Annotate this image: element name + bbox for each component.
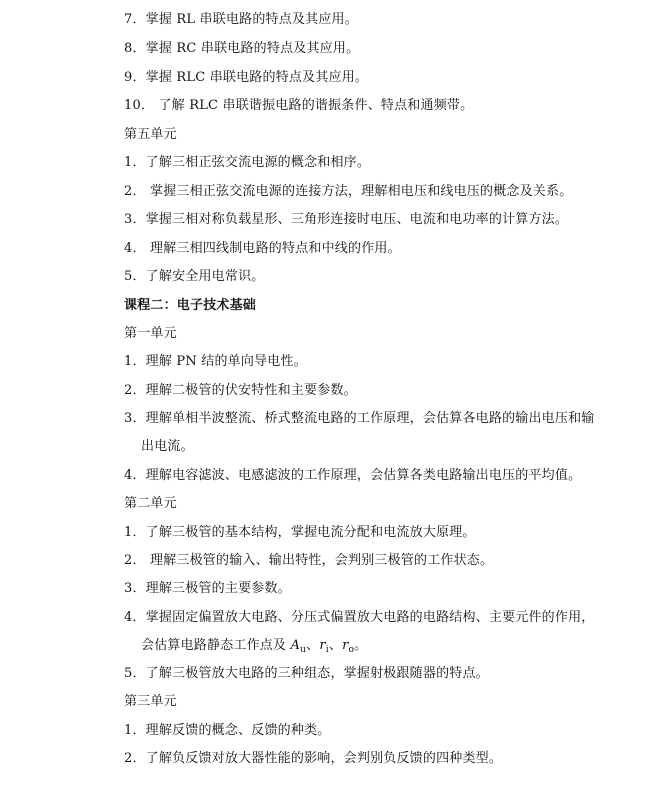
formula-prefix: 会估算电路静态工作点及 xyxy=(141,638,291,653)
text-line: 4． 理解三相四线制电路的特点和中线的作用。 xyxy=(124,241,401,256)
text-line: 2． 掌握三相正弦交流电源的连接方法，理解相电压和线电压的概念及关系。 xyxy=(124,184,573,199)
subscript-o: o xyxy=(348,645,355,655)
text-line: 8．掌握 RC 串联电路的特点及其应用。 xyxy=(124,41,360,56)
symbol-a: A xyxy=(290,638,301,653)
section-heading: 第三单元 xyxy=(124,694,177,709)
formula-line xyxy=(141,637,367,659)
text-line: 1．了解三极管的基本结构，掌握电流分配和电流放大原理。 xyxy=(124,525,476,540)
section-heading: 第五单元 xyxy=(124,127,177,142)
section-heading: 第二单元 xyxy=(124,496,177,511)
text-line: 3．理解单相半波整流、桥式整流电路的工作原理，会估算各电路的输出电压和输 xyxy=(124,411,595,426)
text-line: 5．了解三极管放大电路的三种组态，掌握射极跟随器的特点。 xyxy=(124,666,489,681)
text-line: 10． 了解 RLC 串联谐振电路的谐振条件、特点和通频带。 xyxy=(124,98,474,113)
course-title: 课程二：电子技术基础 xyxy=(124,298,257,313)
separator: 、 xyxy=(306,638,320,653)
text-line: 4．掌握固定偏置放大电路、分压式偏置放大电路的电路结构、主要元件的作用， xyxy=(124,610,595,625)
text-line: 5．了解安全用电常识。 xyxy=(124,269,265,284)
subscript-i: i xyxy=(325,645,329,655)
text-line: 3．掌握三相对称负载星形、三角形连接时电压、电流和电功率的计算方法。 xyxy=(124,212,569,227)
text-line: 1．理解反馈的概念、反馈的种类。 xyxy=(124,723,331,738)
text-line: 出电流。 xyxy=(141,439,194,454)
text-line: 2．理解二极管的伏安特性和主要参数。 xyxy=(124,383,357,398)
section-heading: 第一单元 xyxy=(124,326,177,341)
text-line: 9．掌握 RLC 串联电路的特点及其应用。 xyxy=(124,70,369,85)
text-line: 1．了解三相正弦交流电源的概念和相序。 xyxy=(124,155,371,170)
text-line: 4．理解电容滤波、电感滤波的工作原理，会估算各类电路输出电压的平均值。 xyxy=(124,468,582,483)
text-line: 7．掌握 RL 串联电路的特点及其应用。 xyxy=(124,12,358,27)
separator: 、 xyxy=(328,638,343,653)
symbol-r: r xyxy=(342,638,349,653)
symbol-r: r xyxy=(319,638,326,653)
text-line: 2． 理解三极管的输入、输出特性，会判别三极管的工作状态。 xyxy=(124,553,494,568)
text-line: 2．了解负反馈对放大器性能的影响，会判别负反馈的四种类型。 xyxy=(124,751,503,766)
text-line: 1．理解 PN 结的单向导电性。 xyxy=(124,354,307,369)
subscript-u: u xyxy=(300,645,307,655)
formula-end: 。 xyxy=(354,638,368,653)
text-line: 3．理解三极管的主要参数。 xyxy=(124,581,291,596)
